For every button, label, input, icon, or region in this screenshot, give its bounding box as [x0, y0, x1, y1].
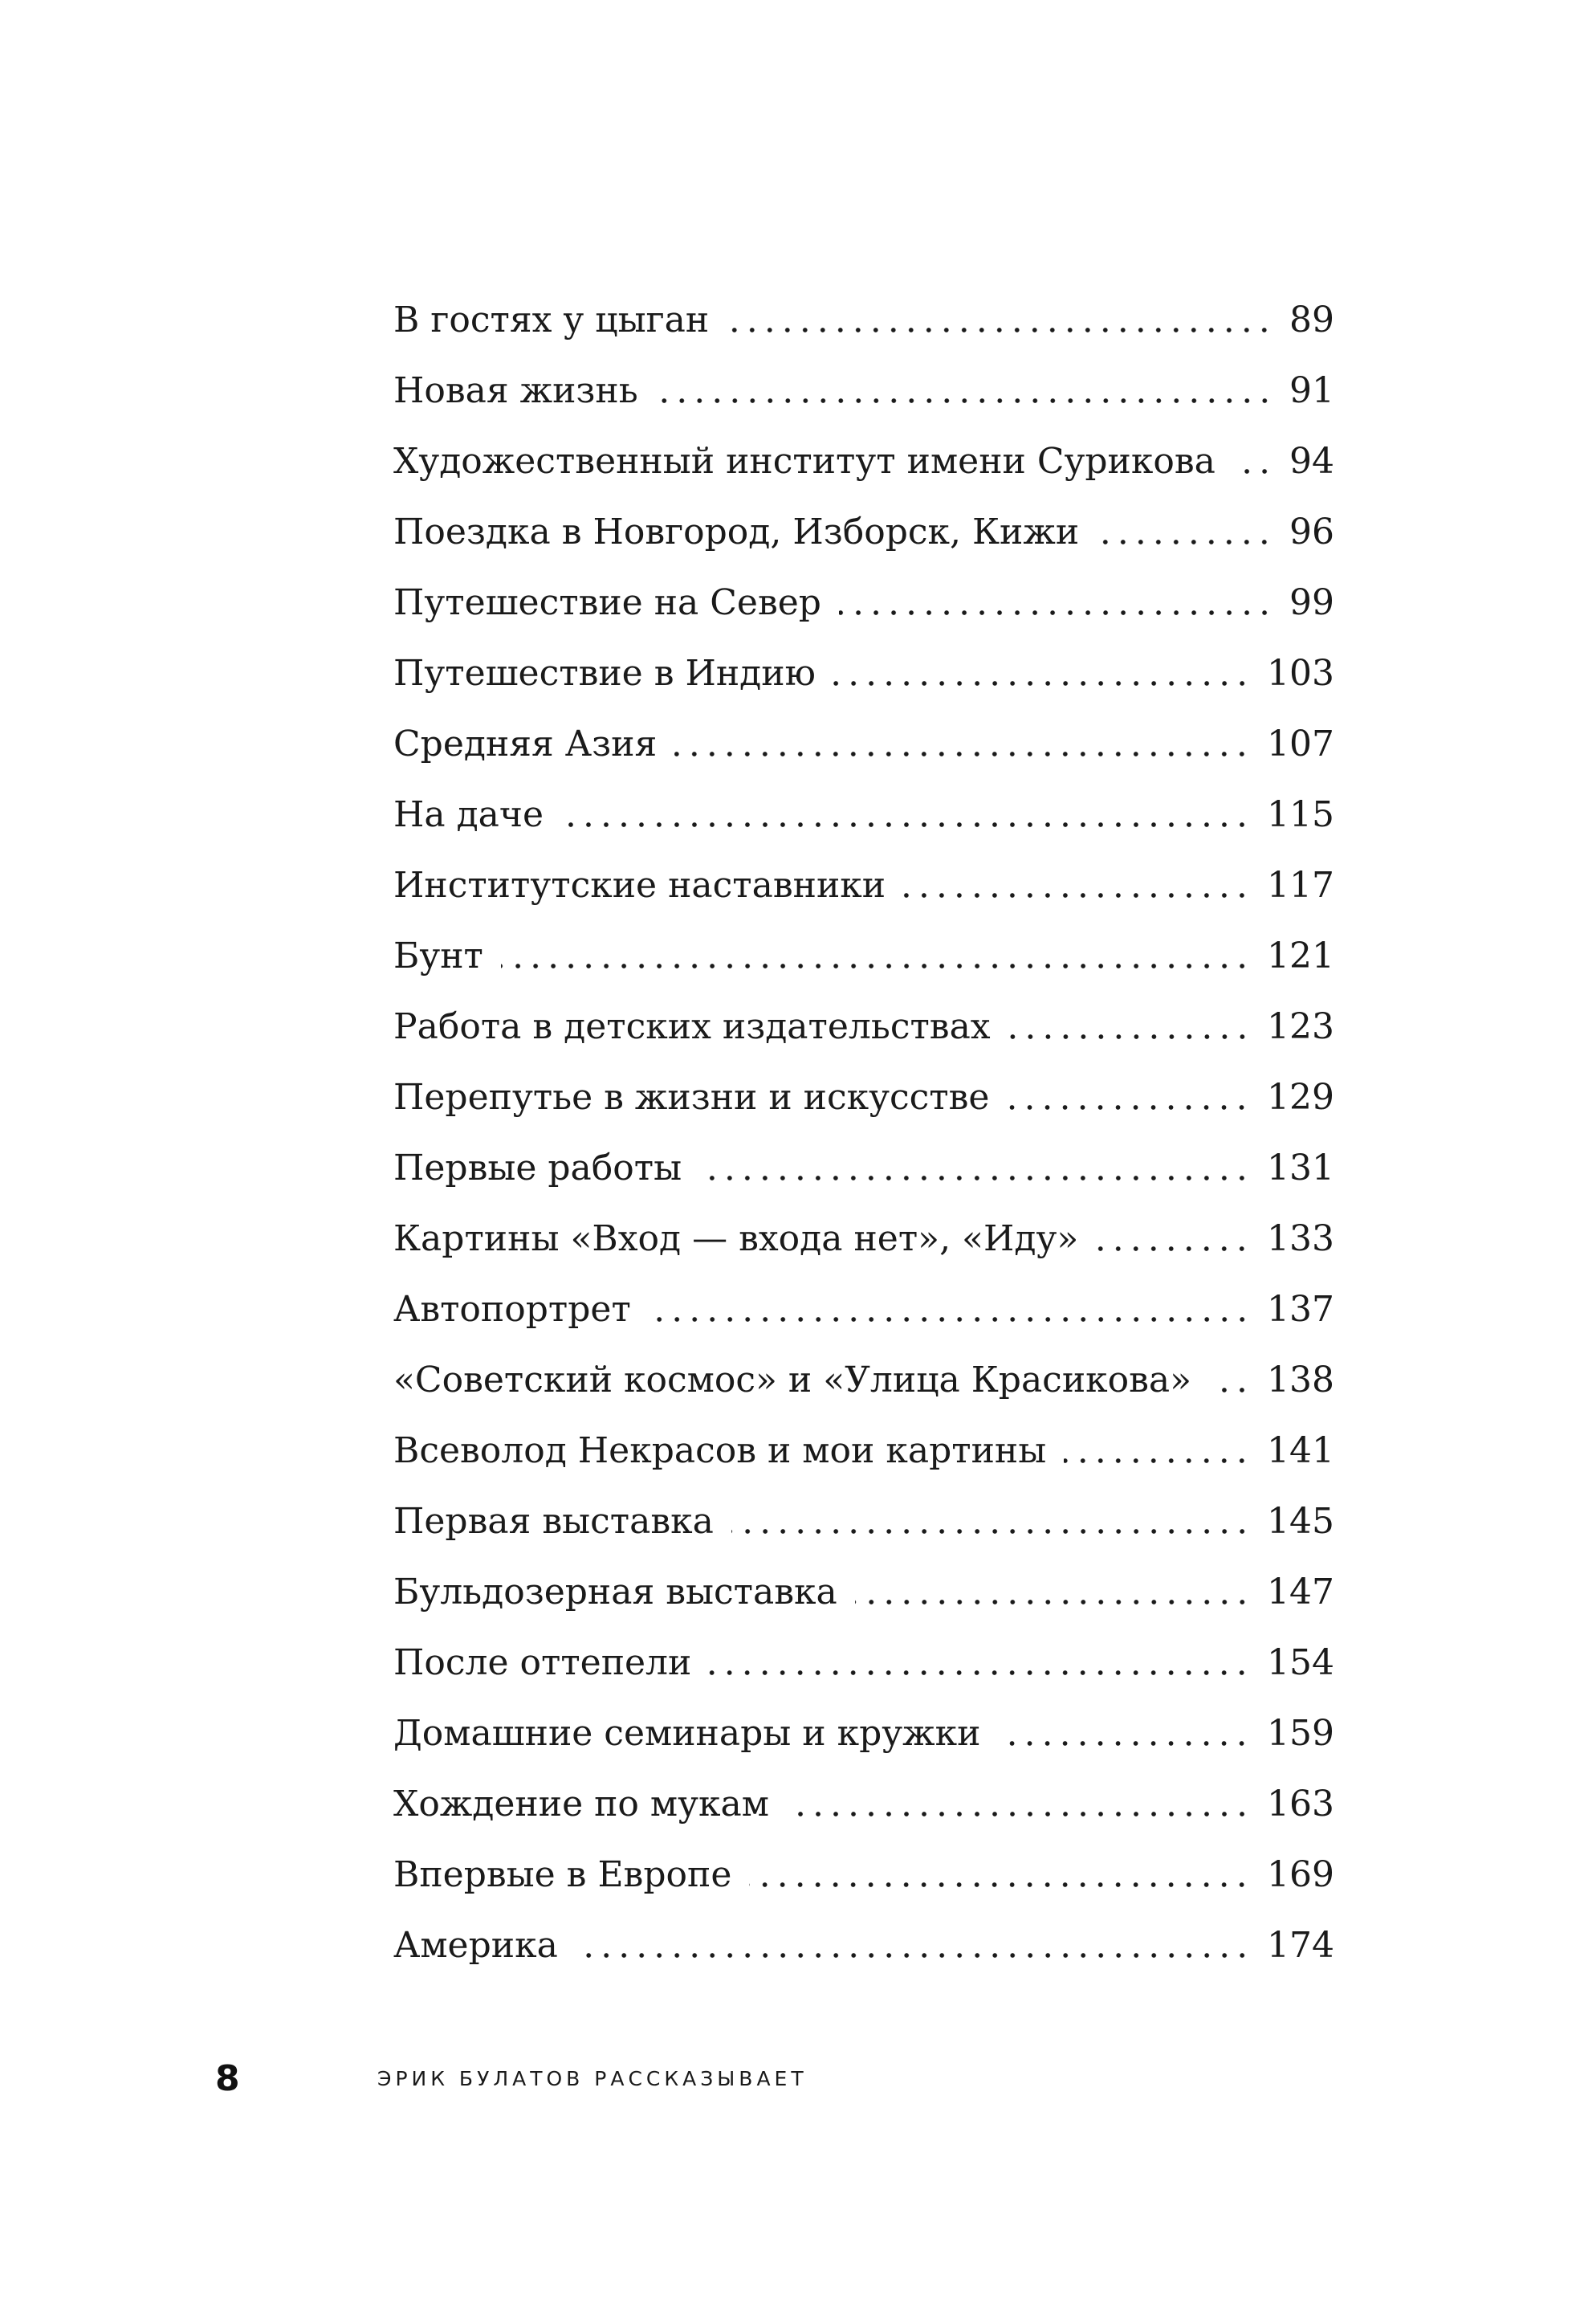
- toc-entry: [393, 1486, 1334, 1557]
- toc-entry-page: 96: [1289, 512, 1334, 552]
- toc-entry: [393, 568, 1334, 638]
- toc-entry-title: После оттепели: [393, 1642, 692, 1683]
- toc-entry-page: 103: [1267, 653, 1334, 694]
- running-head: ЭРИК БУЛАТОВ РАССКАЗЫВАЕТ: [377, 2067, 808, 2090]
- toc-dot-leader: [699, 1175, 1251, 1181]
- toc-dot-leader: [833, 680, 1251, 687]
- toc-entry-page: 123: [1267, 1006, 1334, 1047]
- toc-entry: [393, 1769, 1334, 1840]
- toc-entry-title: Работа в детских издательствах: [393, 1006, 991, 1047]
- toc-dot-leader: [1209, 1387, 1251, 1393]
- toc-dot-leader: [709, 1670, 1251, 1676]
- toc-entry-page: 107: [1267, 724, 1334, 764]
- toc-dot-leader: [1097, 539, 1273, 545]
- toc-entry-title: На даче: [393, 794, 544, 835]
- toc-entry: [393, 497, 1334, 568]
- toc-dot-leader: [674, 751, 1251, 757]
- toc-entry: [393, 1557, 1334, 1628]
- toc-entry: [393, 356, 1334, 426]
- toc-dot-leader: [656, 398, 1273, 404]
- toc-entry-title: Поездка в Новгород, Изборск, Кижи: [393, 512, 1080, 552]
- toc-entry-page: 121: [1267, 936, 1334, 976]
- toc-dot-leader: [1007, 1104, 1251, 1111]
- toc-dot-leader: [903, 892, 1251, 899]
- toc-entry-title: Путешествие на Север: [393, 582, 821, 623]
- toc-entry: [393, 850, 1334, 921]
- toc-entry: [393, 1204, 1334, 1274]
- toc-entry: [393, 780, 1334, 850]
- toc-entry: [393, 1840, 1334, 1910]
- toc-entry: [393, 1910, 1334, 1981]
- toc-entry-page: 169: [1267, 1854, 1334, 1895]
- toc-dot-leader: [1008, 1034, 1251, 1040]
- toc-entry: [393, 1062, 1334, 1133]
- toc-entry-page: 91: [1289, 370, 1334, 411]
- toc-entry-title: Америка: [393, 1925, 558, 1966]
- toc-entry-page: 99: [1289, 582, 1334, 623]
- toc-entry-page: 145: [1267, 1501, 1334, 1542]
- toc-entry-title: «Советский космос» и «Улица Красикова»: [393, 1360, 1192, 1401]
- toc-entry-page: 138: [1267, 1360, 1334, 1401]
- toc-entry-title: Художественный институт имени Сурикова: [393, 441, 1215, 482]
- page-number: 8: [215, 2058, 240, 2099]
- toc-entry-title: Всеволод Некрасов и мои картины: [393, 1430, 1047, 1471]
- toc-entry-title: Новая жизнь: [393, 370, 638, 411]
- toc-dot-leader: [855, 1599, 1251, 1605]
- toc-dot-leader: [1064, 1458, 1251, 1464]
- toc-dot-leader: [749, 1882, 1251, 1888]
- toc-entry-page: 163: [1267, 1784, 1334, 1825]
- toc-dot-leader: [649, 1316, 1251, 1323]
- toc-entry: [393, 921, 1334, 992]
- toc-entry-title: Домашние семинары и кружки: [393, 1713, 981, 1754]
- toc-entry: [393, 638, 1334, 709]
- toc-entry-page: 133: [1267, 1218, 1334, 1259]
- toc-dot-leader: [501, 963, 1251, 969]
- toc-entry-title: Перепутье в жизни и искусстве: [393, 1077, 990, 1118]
- toc-entry-page: 137: [1267, 1289, 1334, 1330]
- toc-entry-title: Институтские наставники: [393, 865, 886, 906]
- toc-entry-title: В гостях у цыган: [393, 300, 710, 340]
- toc-dot-leader: [1096, 1246, 1251, 1252]
- toc-dot-leader: [998, 1740, 1251, 1747]
- toc-dot-leader: [839, 610, 1273, 616]
- table-of-contents: [393, 285, 1334, 1981]
- toc-entry: [393, 285, 1334, 356]
- toc-entry-page: 147: [1267, 1572, 1334, 1613]
- toc-entry-page: 94: [1289, 441, 1334, 482]
- toc-entry-page: 174: [1267, 1925, 1334, 1966]
- toc-entry-title: Первая выставка: [393, 1501, 714, 1542]
- toc-entry-title: Бульдозерная выставка: [393, 1572, 837, 1613]
- toc-entry-page: 129: [1267, 1077, 1334, 1118]
- toc-entry: [393, 1274, 1334, 1345]
- toc-entry-page: 141: [1267, 1430, 1334, 1471]
- toc-entry-page: 131: [1267, 1148, 1334, 1189]
- toc-dot-leader: [787, 1811, 1251, 1817]
- toc-dot-leader: [727, 327, 1273, 333]
- toc-entry: [393, 992, 1334, 1062]
- toc-dot-leader: [576, 1952, 1251, 1959]
- toc-entry: [393, 426, 1334, 497]
- toc-entry-page: 154: [1267, 1642, 1334, 1683]
- toc-entry-title: Средняя Азия: [393, 724, 658, 764]
- toc-dot-leader: [561, 822, 1251, 828]
- toc-entry-title: Путешествие в Индию: [393, 653, 816, 694]
- toc-entry: [393, 1698, 1334, 1769]
- toc-entry: [393, 1416, 1334, 1486]
- toc-entry-title: Впервые в Европе: [393, 1854, 732, 1895]
- toc-entry-page: 89: [1289, 300, 1334, 340]
- toc-entry-title: Хождение по мукам: [393, 1784, 769, 1825]
- toc-entry-title: Картины «Вход — входа нет», «Иду»: [393, 1218, 1079, 1259]
- toc-entry: [393, 1345, 1334, 1416]
- toc-dot-leader: [1233, 468, 1273, 475]
- toc-entry: [393, 709, 1334, 780]
- toc-entry-page: 117: [1267, 865, 1334, 906]
- toc-dot-leader: [731, 1528, 1251, 1535]
- toc-entry: [393, 1133, 1334, 1204]
- toc-entry-page: 159: [1267, 1713, 1334, 1754]
- toc-entry-title: Первые работы: [393, 1148, 682, 1189]
- toc-entry-page: 115: [1267, 794, 1334, 835]
- toc-entry-title: Автопортрет: [393, 1289, 631, 1330]
- toc-entry-title: Бунт: [393, 936, 483, 976]
- toc-entry: [393, 1628, 1334, 1698]
